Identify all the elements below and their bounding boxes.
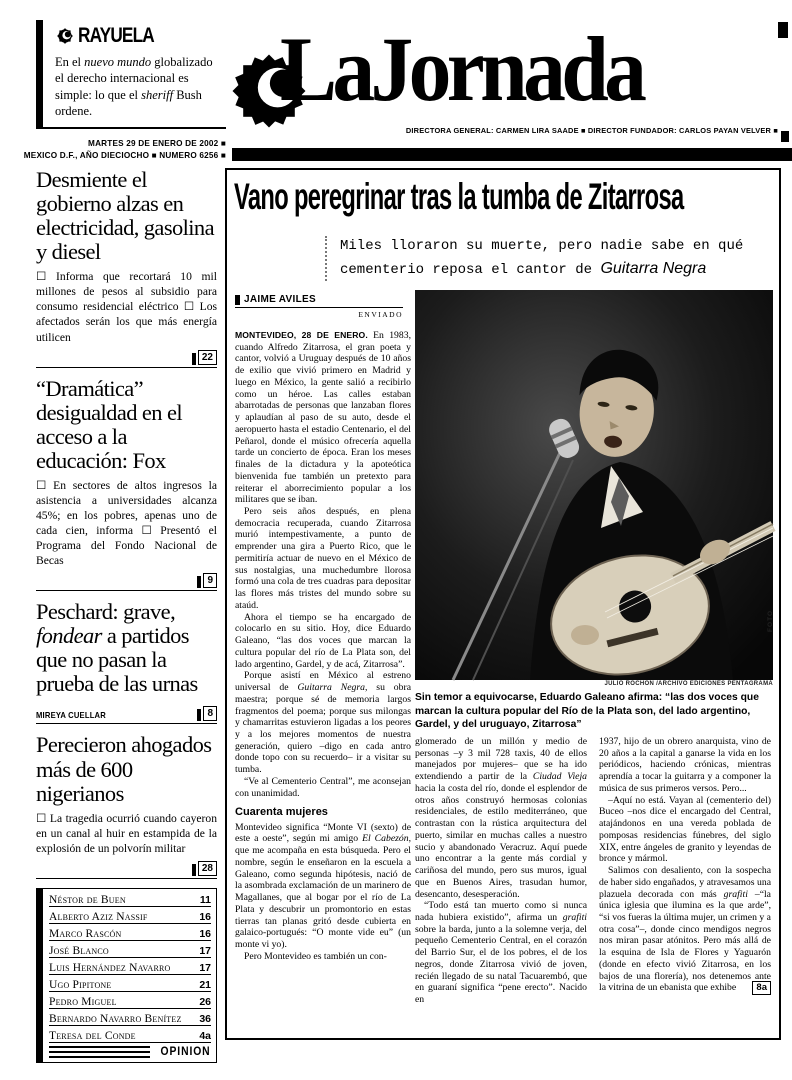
paragraph: “Todo está tan muerto como si nunca nada hubiera existido”, afirma un grafiti sobre la barda, junto a la solemne verja, del pequeño Cementerio Central, en el corazón del Barrio Sur, el de los pobres, el de los negros, donde Zitarrosa vivió de joven, recién llegado de su natal Tacuarembó, que en guaraní significa “pene erecto”. Nacido en (415, 900, 587, 1006)
photo-caption: Sin temor a equivocarse, Eduardo Galeano afirma: “las dos voces que marcan la cultura popular del Río de la Plata son, del lado argentino, Gardel, y del uruguayo, Zitarrosa” (415, 692, 759, 731)
byline-square-icon (235, 295, 240, 305)
columnist-page: 36 (199, 1012, 211, 1025)
columnist-name: Marco Rascón (49, 927, 122, 940)
zitarrosa-photo (415, 290, 773, 680)
left-column (36, 167, 217, 1059)
story-headline: Perecieron ahogados más de 600 nigerianos (36, 732, 212, 806)
page-icon (192, 353, 196, 365)
columnist-page: 17 (199, 944, 211, 957)
paragraph: Pero Montevideo es también un con- (244, 950, 387, 962)
columnist-name: Ugo Pipitone (49, 978, 112, 991)
byline-name: JAIME AVILES (244, 294, 316, 305)
opinion-label: OPINION (160, 1046, 211, 1059)
columnist-page: 4a (199, 1029, 211, 1042)
byline (235, 294, 403, 308)
story-summary: ☐ La tragedia ocurrió cuando cayeron en un canal al huir en estampida de la explosión de un polvorín militar (36, 811, 217, 855)
page-ref: 28 (198, 861, 217, 876)
columnist-page: 16 (199, 927, 211, 940)
page-badge (197, 706, 217, 721)
subhead-cuarenta-mujeres: Cuarenta mujeres (235, 806, 328, 819)
jump-page-ref: 8a (752, 981, 771, 995)
triple-rule (49, 1046, 150, 1058)
story-rule (36, 568, 217, 591)
story-nigerianos (36, 733, 217, 878)
opinion-index-row (49, 958, 211, 975)
page-icon (192, 864, 196, 876)
opinion-index-row (49, 975, 211, 992)
byline-role: ENVIADO (358, 310, 403, 319)
paragraph-text: En 1983, cuando Alfredo Zitarrosa, el gran poeta y cantor, volvió a Uruguay después de 10 años de exilio que vivió primero en Madrid y luego en México, la gente salió a recibirlo como un héroe. Las calles estaban abarrotadas de personas que lanzaban flores y aplaudían al paso de su auto, desde el aeropuerto hasta el estadio Centenario, el del Peñarol, donde el músico ofrecería aquella tarde un concierto de época. Eran los meses finales de la dictadura y la apoteótica bienvenida fue también un pretexto para reiterar el aborrecimiento popular a los militares que se iban. (235, 330, 411, 506)
page-icon (197, 576, 201, 588)
opinion-index-box (36, 888, 217, 1063)
paragraph: Montevideo significa “Monte VI (sexto) de este a oeste”, según mi amigo El Cabezón, que me acompaña en esta búsqueda. Pero el nombre, según le enseñaron en la escuela a Galeano, como segunda hipótesis, nació de la asombrada exclamación de un marinero de Magallanes, que al bogar por el río de La Plata y descubrir un promontorio en estas tierras tan planas gritó desde cubierta en galaico-portugués: “O monte vide eu” (un monte vi yo). (235, 821, 412, 951)
edge-square-mid (781, 131, 789, 142)
story-rule (36, 345, 217, 368)
rayuela-header (55, 24, 224, 48)
story-rule (36, 701, 217, 724)
photo-illustration (415, 290, 773, 680)
columnist-name: Bernardo Navarro Benítez (49, 1012, 182, 1025)
page-ref: 9 (203, 573, 217, 588)
main-headline: Vano peregrinar tras la tumba de Zitarrosa (234, 176, 684, 217)
newspaper-title: LaJornada (280, 18, 643, 120)
story-headline: Desmiente el gobierno alzas en electricidad, gasolina y diesel (36, 167, 214, 265)
dateline-date: MARTES 29 DE ENERO DE 2002 ■ (88, 139, 226, 148)
story-headline: Peschard: grave, fondear a partidos que no pasan la prueba de las urnas (36, 599, 198, 697)
columnist-name: Pedro Miguel (49, 995, 117, 1008)
columnist-name: Luis Hernández Navarro (49, 961, 171, 974)
paragraph: Pero seis años después, en plena democracia recuperada, cuando Zitarrosa murió intempestivamente, a punto de emprender una gira a Puerto Rico, que le permitiría actuar de nuevo en el México de sus nostalgias, una muchedumbre llorosa formó una cola de tres cuadras para depositar las flores más tristes del mundo sobre su ataúd. (235, 506, 411, 611)
paragraph: “Ve al Cementerio Central”, me aconsejan con unanimidad. (235, 775, 411, 799)
dateline-lead: MONTEVIDEO, 28 DE ENERO. (235, 330, 368, 340)
page-badge (192, 350, 217, 365)
byline-block (235, 294, 403, 319)
photo-credit: JULIO ROCHON /ARCHIVO EDICIONES PENTAGRAMA (604, 681, 773, 687)
page-badge (192, 861, 217, 876)
page-icon (197, 709, 201, 721)
article-column-2 (415, 736, 587, 1032)
rayuela-title: RAYUELA (78, 24, 154, 47)
story-headline: “Dramática” desigualdad en el acceso a la educación: Fox (36, 375, 182, 473)
article-column-3 (599, 736, 771, 1032)
paragraph: glomerado de un millón y medio de personas –y 3 mil 728 taxis, 40 de ellos manejados por mujeres– que se ha ido extendiendo a partir de la Ciudad Vieja hacia la costa del río, donde el esplendor de otros años construyó hermosas colonias residenciales, de estilo mediterráneo, que contrastan con la rústica arquitectura del puerto, similar en muchas calles a nuestro sucio y abandonado Veracruz. Aquí puede uno encontrar a la gente más cordial y cariñosa del mundo, pero sus muros, igual que en Buenos Aires, trasudan humor, desencanto, desesperación. (415, 736, 587, 900)
columnist-page: 11 (199, 893, 211, 906)
columnist-page: 26 (199, 995, 211, 1008)
article-column-1 (235, 330, 411, 1028)
story-rule (36, 856, 217, 879)
dateline (20, 138, 226, 162)
paragraph: Ahora el tiempo se ha encargado de colocarlo en su sitio. Hoy, dice Eduardo Galeano, “las dos voces que marcan la cultura popular del río de La Plata son, del lado argentino, Gardel, y de acá, Zitarrosa”. (235, 611, 411, 670)
opinion-index-row (49, 1009, 211, 1026)
paragraph: 1937, hijo de un obrero anarquista, vino de 20 años a la capital a ganarse la vida en los periódicos, haciendo crónicas, mientras aprendía a tocar la guitarra y a componer la música de sus primeros versos. Pero... (599, 736, 771, 794)
story-energia (36, 168, 217, 368)
paragraph: Porque asistí en México al estreno universal de Guitarra Negra, su obra maestra; porque sé de memoria largos fragmentos del poema; porque sus milongas y chamarritas estuvieron ligadas a los peores y a los mejores momentos de nuestra generación, quiero –digo en cada antro donde topo con su recuerdo– ir a visitar su tumba. (235, 670, 412, 776)
photo-side-label: FOTO (767, 610, 774, 632)
opinion-index-row (49, 941, 211, 958)
page-badge (197, 573, 217, 588)
rayuela-text: En el nuevo mundo globalizado el derecho internacional es simple: lo que el sheriff Bush ordene. (55, 55, 213, 118)
rayuela-box (36, 20, 226, 129)
opinion-footer (49, 1046, 211, 1059)
opinion-index-row (49, 890, 211, 907)
columnist-name: Teresa del Conde (49, 1029, 136, 1042)
paragraph (235, 330, 411, 506)
columnist-page: 17 (199, 961, 211, 974)
masthead-rule (232, 148, 792, 161)
story-peschard (36, 600, 217, 724)
story-byline: MIREYA CUELLAR (36, 710, 106, 721)
story-summary: ☐ En sectores de altos ingresos la asistencia a universidades alcanza 45%; en los pobres, apenas uno de cada cien, informa ☐ Presentó el Programa del Fondo Nacional de Becas (36, 478, 217, 568)
story-educacion (36, 377, 217, 592)
opinion-index-row (49, 1026, 211, 1043)
paragraph: Salimos con desaliento, con la sospecha de haber sido engañados, y atravesamos una plazuela decorada con más grafiti –“la única iglesia que ilumina es la que arde”, “si vos fueras la última mujer, un crimen y a otra cosa”–, donde cinco mendigos negros nos miran pasar atónitos. Pero más allá de la esquina de Isla de Flores y Yaguarón (donde en efecto vivió Zitarrosa, en los bajos de una florería), nos detenemos ante la vitrina de un ebanista que exhibe (599, 865, 771, 994)
edge-square-top (778, 22, 788, 38)
rayuela-sun-icon (55, 26, 75, 46)
columnist-page: 21 (199, 978, 211, 991)
columnist-name: Alberto Aziz Nassif (49, 910, 148, 923)
columnist-page: 16 (199, 910, 211, 923)
columnist-name: José Blanco (49, 944, 109, 957)
story-summary: ☐ Informa que recortará 10 mil millones de pesos al subsidio para consumo residencial eléctrico ☐ Los afectados serán los que más energía utilicen (36, 270, 217, 344)
lead-story-box (225, 168, 781, 1040)
opinion-index-row (49, 992, 211, 1009)
page-ref: 22 (198, 350, 217, 365)
directors-line: DIRECTORA GENERAL: CARMEN LIRA SAADE ■ DIRECTOR FUNDADOR: CARLOS PAYAN VELVER ■ (405, 126, 778, 135)
masthead (230, 14, 792, 146)
paragraph: –Aquí no está. Vayan al (cementerio del) Buceo –nos dice el encargado del Central, atajándonos en una vereda poblada de pomposas residencias fúnebres, del siglo XIX, entre ángeles de granito y leyendas de bronce y mármol. (599, 794, 771, 865)
opinion-index-row (49, 924, 211, 941)
opinion-index-row (49, 907, 211, 924)
deck: Miles lloraron su muerte, pero nadie sabe en qué cementerio reposa el cantor de Guitarra Negra (325, 236, 780, 281)
dateline-issue: MEXICO D.F., AÑO DIECIOCHO ■ NUMERO 6256 ■ (23, 150, 226, 160)
columnist-name: Néstor de Buen (49, 893, 126, 906)
page-ref: 8 (203, 706, 217, 721)
